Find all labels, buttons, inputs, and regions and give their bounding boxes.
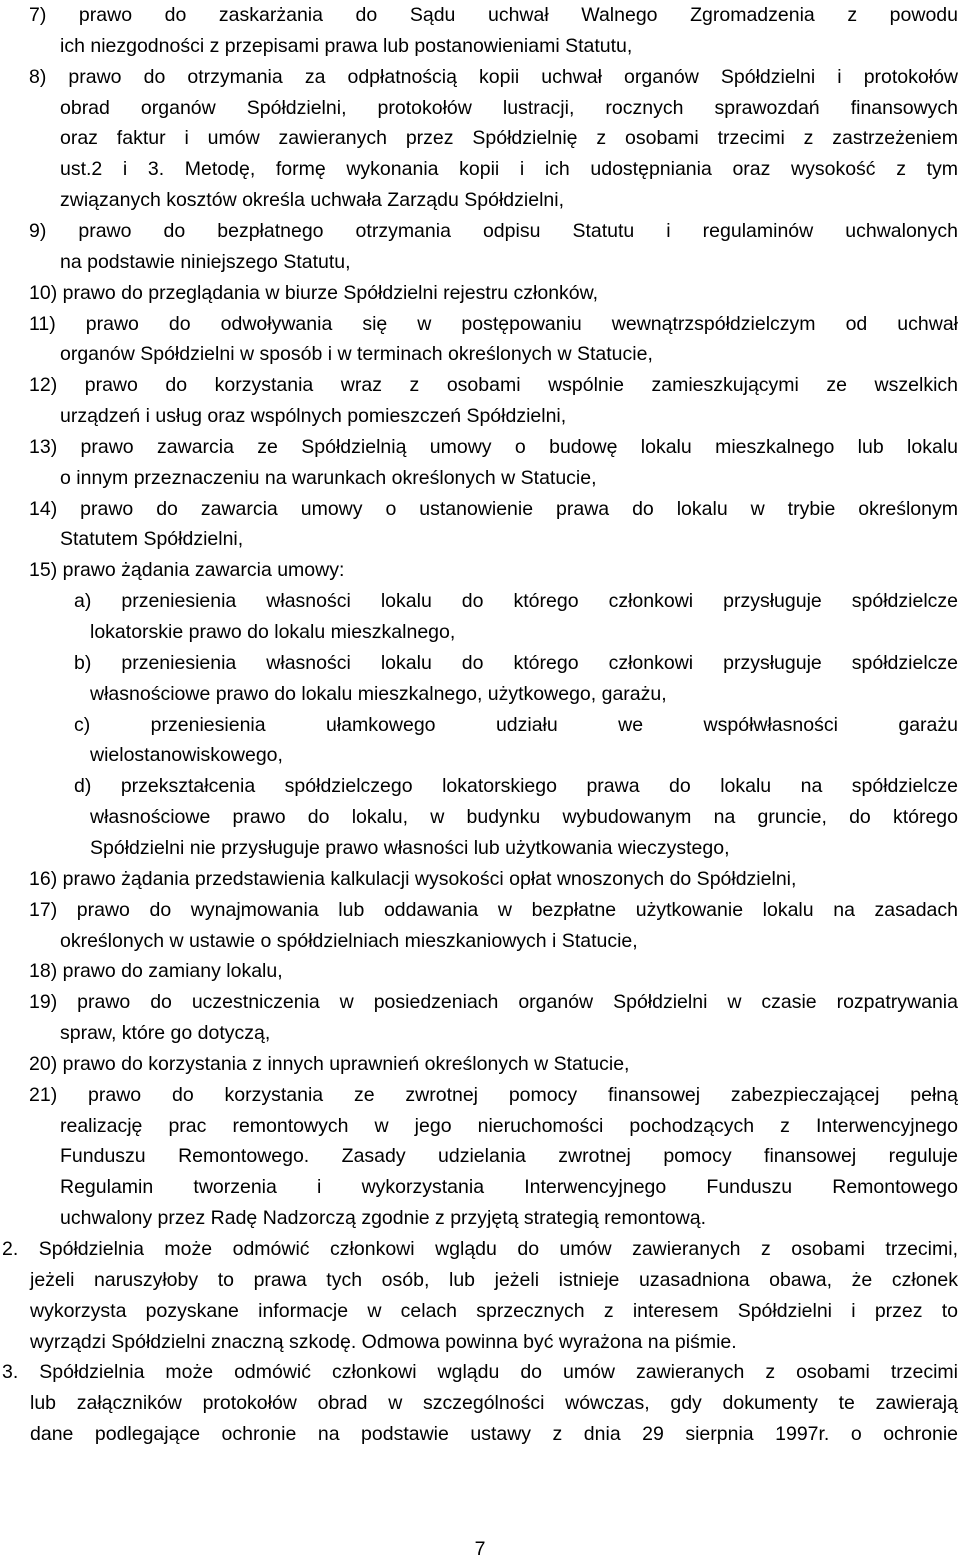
text-line: określonych w ustawie o spółdzielniach mieszkaniowych i Statucie,	[60, 929, 638, 952]
page-number: 7	[474, 1538, 486, 1560]
text-line: a) przeniesienia własności lokalu do którego członkowi przysługuje spółdzielcze	[74, 590, 958, 613]
text-line: 2. Spółdzielnia może odmówić członkowi wglądu do umów zawieranych z osobami trzecimi,	[2, 1238, 958, 1260]
text-line: na podstawie niniejszego Statutu,	[60, 250, 351, 273]
text-line: 12) prawo do korzystania wraz z osobami wspólnie zamieszkującymi ze wszelkich	[29, 374, 958, 397]
text-line: Spółdzielni nie przysługuje prawo własności lub użytkowania wieczystego,	[90, 836, 730, 859]
text-line: 15) prawo żądania zawarcia umowy:	[29, 559, 345, 582]
text-line: Regulamin tworzenia i wykorzystania Interwencyjnego Funduszu Remontowego	[60, 1176, 958, 1199]
text-line: 8) prawo do otrzymania za odpłatnością kopii uchwał organów Spółdzielni i protokołów	[29, 65, 958, 88]
text-line: związanych kosztów określa uchwała Zarządu Spółdzielni,	[60, 189, 564, 212]
text-line: wykorzysta pozyskane informacje w celach sprzecznych z interesem Spółdzielni i przez to	[30, 1299, 958, 1322]
text-line: o innym przeznaczeniu na warunkach określonych w Statucie,	[60, 466, 597, 489]
text-line: 13) prawo zawarcia ze Spółdzielnią umowy o budowę lokalu mieszkalnego lub lokalu	[29, 435, 958, 458]
text-line: 21) prawo do korzystania ze zwrotnej pomocy finansowej zabezpieczającej pełną	[29, 1083, 958, 1106]
text-line: c) przeniesienia ułamkowego udziału we współwłasności garażu	[74, 713, 958, 736]
text-line: b) przeniesienia własności lokalu do którego członkowi przysługuje spółdzielcze	[74, 651, 958, 674]
text-line: uchwalony przez Radę Nadzorczą zgodnie z przyjętą strategią remontową.	[60, 1207, 706, 1230]
text-line: realizację prac remontowych w jego nieruchomości pochodzących z Interwencyjnego	[60, 1114, 958, 1137]
text-line: 17) prawo do wynajmowania lub oddawania w bezpłatne użytkowanie lokalu na zasadach	[29, 898, 958, 921]
text-line: 7) prawo do zaskarżania do Sądu uchwał Walnego Zgromadzenia z powodu	[29, 4, 958, 26]
text-line: 19) prawo do uczestniczenia w posiedzeniach organów Spółdzielni w czasie rozpatrywania	[29, 991, 958, 1014]
text-line: organów Spółdzielni w sposób i w terminach określonych w Statucie,	[60, 343, 653, 366]
text-line: 20) prawo do korzystania z innych uprawnień określonych w Statucie,	[29, 1052, 630, 1075]
text-line: własnościowe prawo do lokalu mieszkalnego, użytkowego, garażu,	[90, 682, 667, 705]
text-line: ich niezgodności z przepisami prawa lub postanowieniami Statutu,	[60, 34, 633, 57]
text-line: 14) prawo do zawarcia umowy o ustanowienie prawa do lokalu w trybie określonym	[29, 497, 958, 520]
text-line: jeżeli naruszyłoby to prawa tych osób, lub jeżeli istnieje uzasadniona obawa, że członek	[30, 1268, 958, 1291]
text-line: dane podlegające ochronie na podstawie ustawy z dnia 29 sierpnia 1997r. o ochronie	[30, 1423, 958, 1446]
text-line: 9) prawo do bezpłatnego otrzymania odpisu Statutu i regulaminów uchwalonych	[29, 219, 958, 242]
text-line: 18) prawo do zamiany lokalu,	[29, 960, 283, 983]
text-line: 10) prawo do przeglądania w biurze Spółdzielni rejestru członków,	[29, 281, 599, 304]
text-line: spraw, które go dotyczą,	[60, 1022, 271, 1045]
text-line: lub załączników protokołów obrad w szczególności wówczas, gdy dokumenty te zawierają	[30, 1392, 958, 1415]
text-line: wielostanowiskowego,	[90, 744, 283, 767]
text-line: 3. Spółdzielnia może odmówić członkowi wglądu do umów zawieranych z osobami trzecimi	[2, 1361, 958, 1384]
text-line: Funduszu Remontowego. Zasady udzielania zwrotnej pomocy finansowej reguluje	[60, 1145, 958, 1168]
text-line: 16) prawo żądania przedstawienia kalkulacji wysokości opłat wnoszonych do Spółdzielni,	[29, 867, 797, 890]
text-line: obrad organów Spółdzielni, protokołów lustracji, rocznych sprawozdań finansowych	[60, 96, 958, 119]
text-line: Statutem Spółdzielni,	[60, 528, 244, 551]
text-line: ust.2 i 3. Metodę, formę wykonania kopii i ich udostępniania oraz wysokość z tym	[60, 158, 958, 181]
text-line: oraz faktur i umów zawieranych przez Spółdzielnię z osobami trzecimi z zastrzeżeniem	[60, 127, 958, 150]
text-line: lokatorskie prawo do lokalu mieszkalnego,	[90, 621, 456, 643]
text-line: wyrządzi Spółdzielni znaczną szkodę. Odmowa powinna być wyrażona na piśmie.	[30, 1330, 737, 1353]
text-line: d) przekształcenia spółdzielczego lokatorskiego prawa do lokalu na spółdzielcze	[74, 775, 958, 798]
text-line: własnościowe prawo do lokalu, w budynku wybudowanym na gruncie, do którego	[90, 806, 958, 829]
text-line: urządzeń i usług oraz wspólnych pomieszczeń Spółdzielni,	[60, 405, 567, 428]
text-line: 11) prawo do odwoływania się w postępowaniu wewnątrzspółdzielczym od uchwał	[29, 312, 958, 335]
